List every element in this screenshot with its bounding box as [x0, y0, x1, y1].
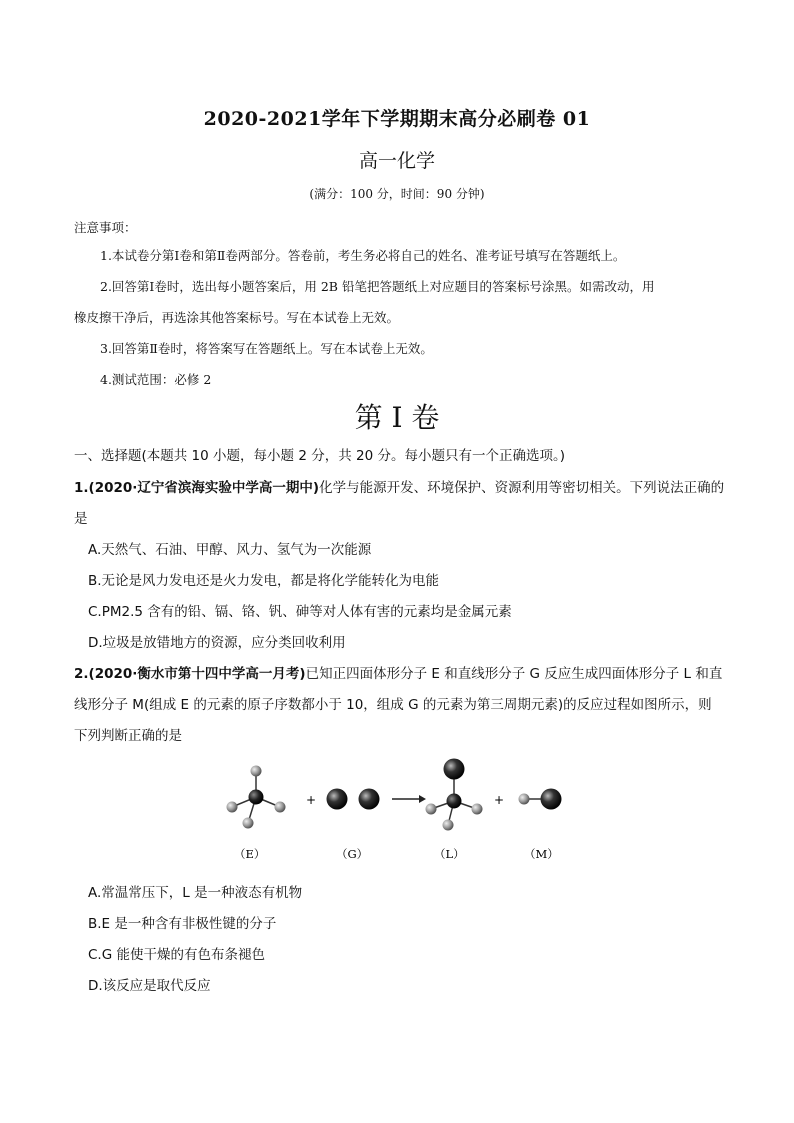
section-heading: 一、选择题(本题共 10 小题，每小题 2 分，共 20 分。每小题只有一个正确选项。)	[74, 448, 565, 464]
question-1-text: 化学与能源开发、环境保护、资源利用等密切相关。下列说法正确的	[319, 480, 725, 496]
question-2-option-a: A.常温常压下，L 是一种液态有机物	[88, 885, 303, 901]
question-1-option-d: D.垃圾是放错地方的资源，应分类回收利用	[88, 635, 346, 651]
note-item: 橡皮擦干净后，再选涂其他答案标号。写在本试卷上无效。	[74, 310, 400, 325]
reaction-figure	[210, 755, 580, 870]
question-2-option-b: B.E 是一种含有非极性键的分子	[88, 916, 277, 932]
question-2-option-d: D.该反应是取代反应	[88, 978, 211, 994]
question-2-text: 已知正四面体形分子 E 和直线形分子 G 反应生成四面体形分子 L 和直	[305, 666, 723, 682]
question-1-option-b: B.无论是风力发电还是火力发电，都是将化学能转化为电能	[88, 573, 440, 589]
molecule-e-diagram	[227, 766, 286, 829]
label-l: （L）	[434, 847, 465, 861]
question-1-stem-line2: 是	[74, 511, 88, 527]
question-1-source: 1.(2020·辽宁省滨海实验中学高一期中)	[74, 480, 320, 496]
plus-sign: +	[494, 793, 505, 807]
plus-sign: +	[306, 793, 317, 807]
reaction-arrow	[392, 795, 426, 803]
question-2-source: 2.(2020·衡水市第十四中学高一月考)	[74, 666, 306, 682]
question-1-stem	[74, 476, 724, 496]
label-e: （E）	[234, 847, 266, 861]
question-2-stem-line2: 线形分子 M(组成 E 的元素的原子序数都小于 10，组成 G 的元素为第三周期元素)的反应过程如图所示，则	[74, 697, 712, 713]
label-g: （G）	[336, 847, 369, 861]
question-1-option-a: A.天然气、石油、甲醇、风力、氢气为一次能源	[88, 542, 372, 558]
question-2-stem	[74, 662, 722, 682]
molecule-l-diagram	[426, 759, 483, 831]
exam-title: 2020-2021学年下学期期末高分必刷卷 01	[203, 108, 591, 130]
note-item: 1.本试卷分第Ⅰ卷和第Ⅱ卷两部分。答卷前，考生务必将自己的姓名、准考证号填写在答题纸上。	[100, 248, 626, 263]
exam-subtitle: 高一化学	[358, 150, 435, 172]
molecule-m-diagram	[519, 789, 562, 810]
volume-heading: 第 I 卷	[354, 401, 440, 434]
question-2-stem-line3: 下列判断正确的是	[74, 728, 182, 744]
question-1-option-c: C.PM2.5 含有的铅、镉、铬、钒、砷等对人体有害的元素均是金属元素	[88, 604, 512, 620]
notes-title: 注意事项：	[74, 220, 137, 235]
exam-meta: (满分：100 分，时间：90 分钟)	[309, 187, 485, 201]
note-item: 2.回答第Ⅰ卷时，选出每小题答案后，用 2B 铅笔把答题纸上对应题目的答案标号涂黑。如需改动，用	[100, 279, 655, 294]
question-2-option-c: C.G 能使干燥的有色布条褪色	[88, 947, 265, 963]
note-item: 4.测试范围：必修 2	[100, 372, 212, 387]
label-m: （M）	[524, 847, 559, 861]
note-item: 3.回答第Ⅱ卷时，将答案写在答题纸上。写在本试卷上无效。	[100, 341, 433, 356]
molecule-g-diagram	[327, 789, 380, 810]
